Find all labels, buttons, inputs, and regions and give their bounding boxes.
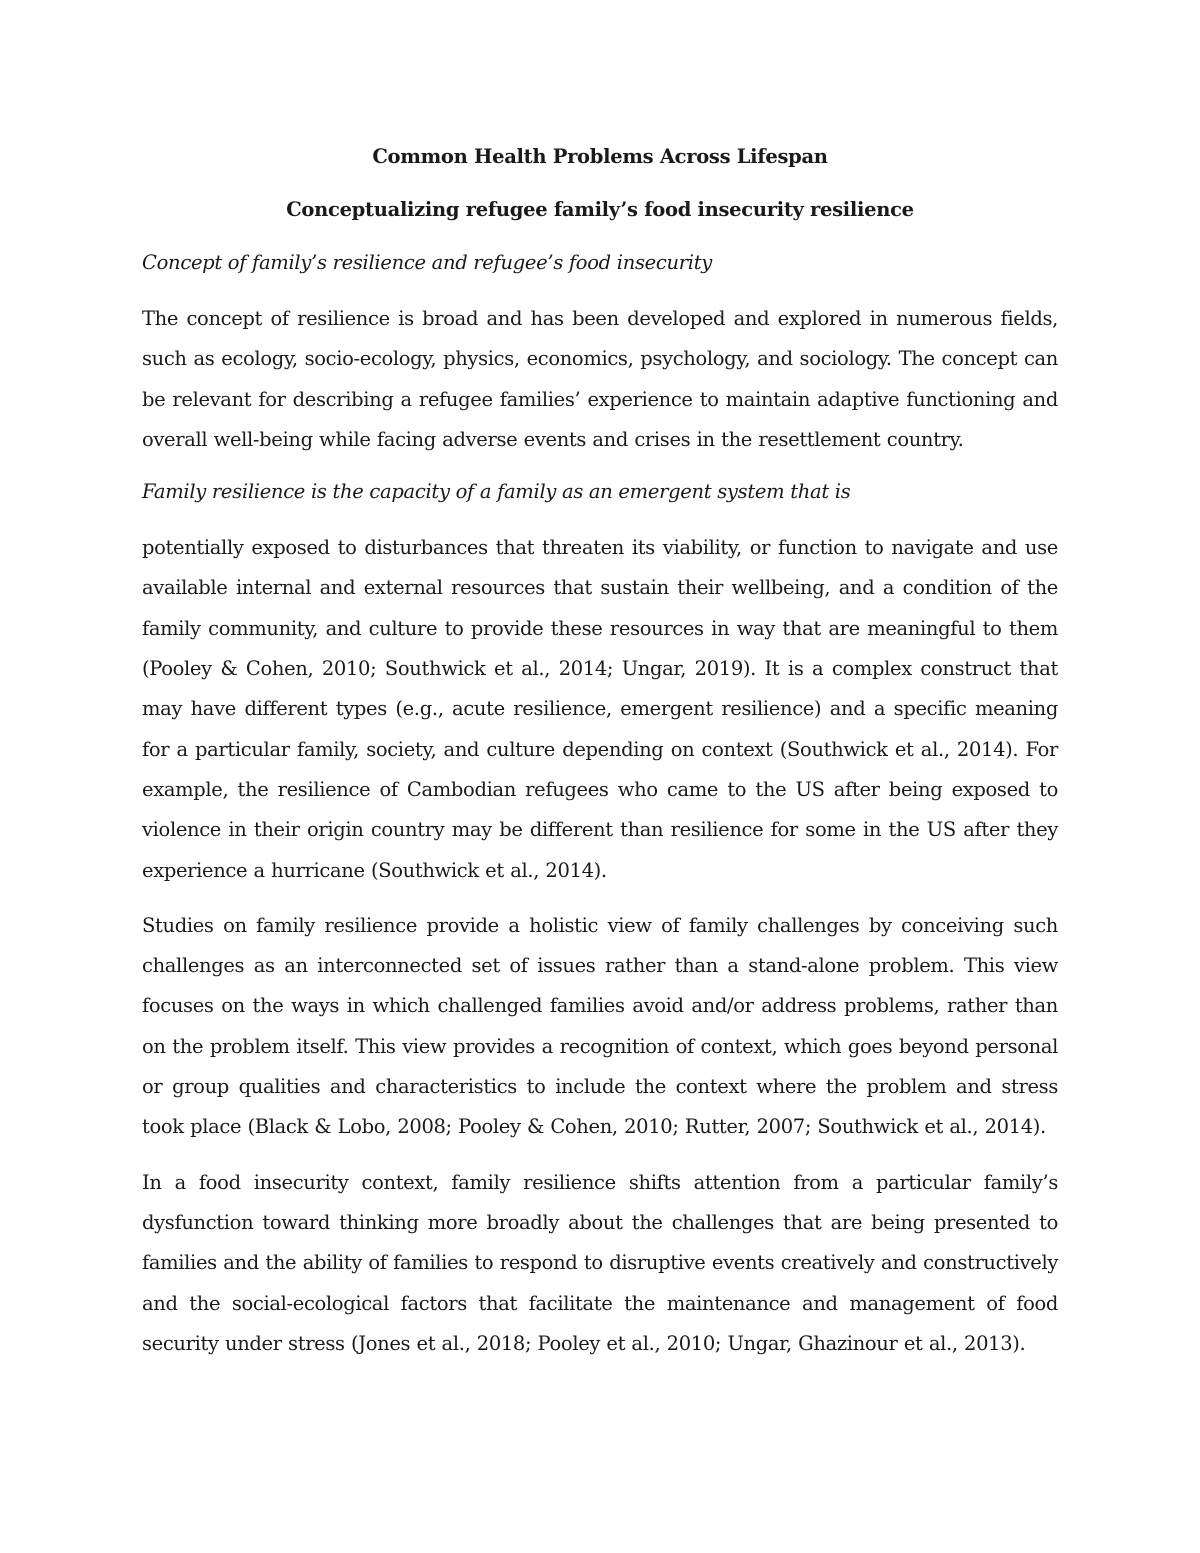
document-title: Common Health Problems Across Lifespan xyxy=(372,145,828,168)
section-heading: Concept of family’s resilience and refugee’s food insecurity xyxy=(142,251,712,274)
paragraph-resilience-concept: The concept of resilience is broad and has been developed and explored in numerous fields, such as ecology, socio-ecology, physics, economics, psychology, and sociology. The concept can be relevant for describing a refugee families’ experience to maintain adaptive functioning and overall well-being while facing adverse events and crises in the resettlement country. xyxy=(142,307,1058,451)
document-body xyxy=(142,140,1058,1379)
paragraph-food-insecurity: In a food insecurity context, family resilience shifts attention from a particular family’s dysfunction toward thinking more broadly about the challenges that are being presented to families and the ability of families to respond to disruptive events creatively and constructively and the social-ecological factors that facilitate the maintenance and management of food security under stress (Jones et al., 2018; Pooley et al., 2010; Ungar, Ghazinour et al., 2013). xyxy=(142,1170,1058,1355)
paragraph-studies: Studies on family resilience provide a holistic view of family challenges by conceiving such challenges as an interconnected set of issues rather than a stand-alone problem. This view focuses on the ways in which challenged families avoid and/or address problems, rather than on the problem itself. This view provides a recognition of context, which goes beyond personal or group qualities and characteristics to include the context where the problem and stress took place (Black & Lobo, 2008; Pooley & Cohen, 2010; Rutter, 2007; Southwick et al., 2014). xyxy=(142,913,1058,1139)
document-subtitle: Conceptualizing refugee family’s food insecurity resilience xyxy=(286,198,914,221)
paragraph-exposure: potentially exposed to disturbances that threaten its viability, or function to navigate and use available internal and external resources that sustain their wellbeing, and a condition of the family community, and culture to provide these resources in way that are meaningful to them (Pooley & Cohen, 2010; Southwick et al., 2014; Ungar, 2019). It is a complex construct that may have different types (e.g., acute resilience, emergent resilience) and a specific meaning for a particular family, society, and culture depending on context (Southwick et al., 2014). For example, the resilience of Cambodian refugees who came to the US after being exposed to violence in their origin country may be different than resilience for some in the US after they experience a hurricane (Southwick et al., 2014). xyxy=(142,536,1058,882)
paragraph-family-resilience-definition: Family resilience is the capacity of a family as an emergent system that is xyxy=(142,480,851,504)
